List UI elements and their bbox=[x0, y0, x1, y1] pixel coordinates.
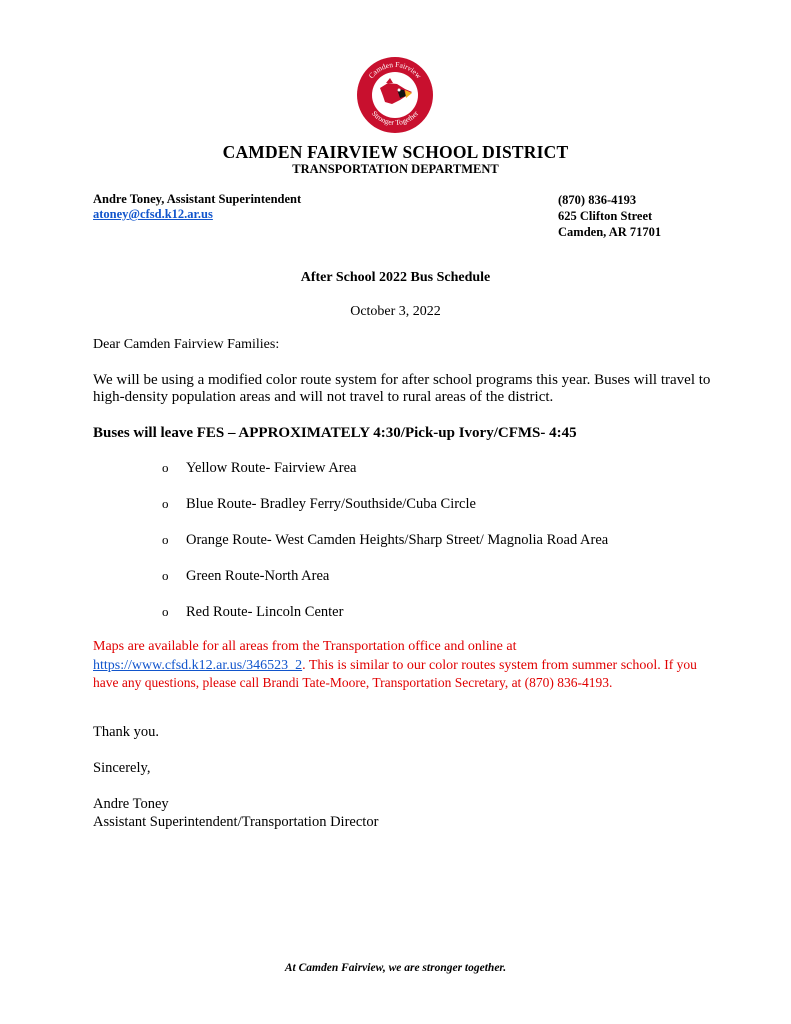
route-label: Orange Route- West Camden Heights/Sharp Street/ Magnolia Road Area bbox=[186, 532, 609, 548]
letter-greeting: Dear Camden Fairview Families: bbox=[93, 337, 280, 352]
list-item bbox=[162, 458, 608, 494]
contact-city: Camden, AR 71701 bbox=[558, 225, 662, 239]
logo-top-text: Camden Fairview bbox=[366, 59, 424, 81]
maps-link[interactable]: https://www.cfsd.k12.ar.us/346523_2 bbox=[93, 657, 303, 673]
letter-date: October 3, 2022 bbox=[350, 304, 441, 319]
route-label: Red Route- Lincoln Center bbox=[186, 604, 344, 620]
letter-subject: After School 2022 Bus Schedule bbox=[300, 270, 491, 285]
route-label: Green Route-North Area bbox=[186, 568, 330, 584]
letter-thanks: Thank you. bbox=[93, 724, 160, 740]
bullet-icon: o bbox=[162, 496, 169, 511]
footer-tagline: At Camden Fairview, we are stronger together. bbox=[284, 962, 507, 974]
bus-leave-times: Buses will leave FES – APPROXIMATELY 4:30/Pick-up Ivory/CFMS- 4:45 bbox=[93, 425, 577, 441]
contact-left bbox=[93, 192, 301, 222]
notice-text-3: If you have any questions, please call Brandi Tate-Moore, Transportation Secretary, at (870) 836-4193. bbox=[93, 656, 697, 690]
contact-name-title: Andre Toney, Assistant Superintendent bbox=[93, 192, 302, 206]
route-label: Yellow Route- Fairview Area bbox=[186, 460, 357, 476]
district-logo bbox=[356, 56, 434, 134]
list-item bbox=[162, 530, 608, 566]
list-item bbox=[162, 602, 608, 638]
maps-notice bbox=[93, 638, 711, 693]
contact-street: 625 Clifton Street bbox=[558, 209, 653, 223]
notice-text-2: . This is similar to our color routes system from summer school. bbox=[302, 657, 665, 673]
bullet-icon: o bbox=[162, 460, 169, 475]
bullet-icon: o bbox=[162, 532, 169, 547]
bullet-icon: o bbox=[162, 604, 169, 619]
bullet-icon: o bbox=[162, 568, 169, 583]
signer-title: Assistant Superintendent/Transportation Director bbox=[93, 814, 379, 830]
signer-name: Andre Toney bbox=[93, 796, 169, 812]
letter-intro: We will be using a modified color route system for after school programs this year. Buses will travel to high-density population areas and will not travel to rural areas of the district. bbox=[93, 372, 711, 405]
contact-phone: (870) 836-4193 bbox=[558, 193, 637, 207]
list-item bbox=[162, 566, 608, 602]
contact-email-link[interactable]: atoney@cfsd.k12.ar.us bbox=[93, 207, 213, 221]
contact-right bbox=[558, 192, 661, 240]
notice-text-1: Maps are available for all areas from the Transportation office and online at bbox=[93, 639, 517, 654]
district-name: CAMDEN FAIRVIEW SCHOOL DISTRICT bbox=[222, 142, 569, 162]
letter-closing: Sincerely, bbox=[93, 760, 151, 776]
department-name: TRANSPORTATION DEPARTMENT bbox=[292, 162, 499, 176]
logo-bottom-text: Stronger Together bbox=[369, 108, 421, 128]
list-item bbox=[162, 494, 608, 530]
route-list bbox=[162, 458, 608, 638]
route-label: Blue Route- Bradley Ferry/Southside/Cuba Circle bbox=[186, 496, 476, 512]
